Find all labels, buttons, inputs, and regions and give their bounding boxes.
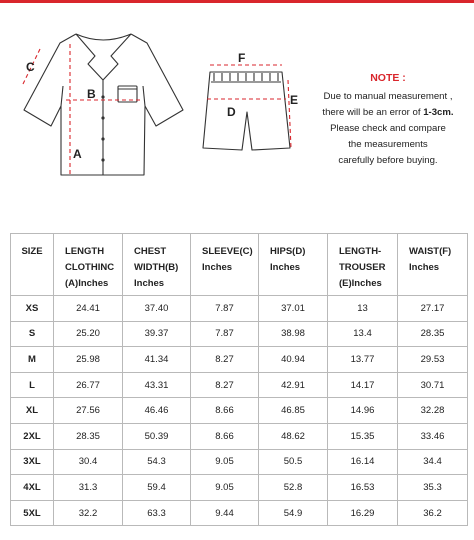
measurement-cell: 26.77 [54, 372, 123, 398]
measurement-cell: 43.31 [123, 372, 191, 398]
measurement-cell: 46.85 [259, 398, 328, 424]
measurement-cell: 29.53 [398, 347, 468, 373]
measurement-cell: 25.98 [54, 347, 123, 373]
size-cell: 3XL [11, 449, 54, 475]
header-row [11, 234, 468, 296]
measurement-cell: 46.46 [123, 398, 191, 424]
column-header-line: SIZE [21, 246, 43, 257]
measurement-cell: 31.3 [54, 475, 123, 501]
column-header-sleeve [191, 234, 259, 296]
column-header-waist [398, 234, 468, 296]
measurement-cell: 14.96 [328, 398, 398, 424]
column-header-size [11, 234, 54, 296]
column-header-hips [259, 234, 328, 296]
measurement-cell: 7.87 [191, 321, 259, 347]
table-row [11, 321, 468, 347]
column-header-line: (A)Inches [65, 278, 109, 289]
table-row [11, 398, 468, 424]
measurement-cell: 50.5 [259, 449, 328, 475]
table-row [11, 449, 468, 475]
shirt-label-a: A [73, 147, 82, 161]
column-header-line: WIDTH(B) [134, 262, 179, 273]
note-line-2 [308, 105, 468, 121]
note-line-5: carefully before buying. [338, 155, 438, 166]
shorts-drawing [203, 72, 290, 150]
measurement-cell: 27.17 [398, 296, 468, 322]
measurement-cell: 8.27 [191, 372, 259, 398]
measurement-cell: 25.20 [54, 321, 123, 347]
measurement-cell: 52.8 [259, 475, 328, 501]
measurement-cell: 13.4 [328, 321, 398, 347]
measurement-cell: 28.35 [398, 321, 468, 347]
measurement-cell: 34.4 [398, 449, 468, 475]
size-cell: 5XL [11, 500, 54, 526]
measurement-cell: 33.46 [398, 423, 468, 449]
measurement-cell: 15.35 [328, 423, 398, 449]
size-chart-body [11, 296, 468, 526]
measurement-cell: 40.94 [259, 347, 328, 373]
size-cell: 2XL [11, 423, 54, 449]
table-row [11, 475, 468, 501]
shirt-label-b: B [87, 87, 96, 101]
table-row [11, 372, 468, 398]
measurement-cell: 14.17 [328, 372, 398, 398]
note-box [308, 72, 468, 169]
shorts-label-d: D [227, 105, 236, 119]
measurement-cell: 38.98 [259, 321, 328, 347]
note-error-range: 1-3cm. [423, 107, 454, 118]
measurement-cell: 13.77 [328, 347, 398, 373]
table-row [11, 347, 468, 373]
measurement-cell: 32.2 [54, 500, 123, 526]
shirt-label-c: C [26, 60, 35, 74]
table-row [11, 423, 468, 449]
column-header-line: Inches [202, 262, 233, 273]
column-header-line: CHEST [134, 246, 167, 257]
measurement-cell: 8.66 [191, 423, 259, 449]
note-line-2-text: there will be an error of [322, 107, 424, 118]
measurement-cell: 30.4 [54, 449, 123, 475]
note-line-4: the measurements [348, 139, 428, 150]
measurement-cell: 36.2 [398, 500, 468, 526]
column-header-chest-width [123, 234, 191, 296]
column-header-line: HIPS(D) [270, 246, 306, 257]
note-line-3: Please check and compare [330, 123, 446, 134]
measurement-cell: 54.3 [123, 449, 191, 475]
column-header-line: (E)Inches [339, 278, 382, 289]
note-line-1: Due to manual measurement , [323, 91, 453, 102]
measurement-cell: 42.91 [259, 372, 328, 398]
column-header-line: Inches [134, 278, 165, 289]
measurement-cell: 59.4 [123, 475, 191, 501]
table-row [11, 296, 468, 322]
measurement-cell: 41.34 [123, 347, 191, 373]
measurement-cell: 8.66 [191, 398, 259, 424]
measurement-cell: 16.14 [328, 449, 398, 475]
measurement-cell: 50.39 [123, 423, 191, 449]
column-header-length-trouser [328, 234, 398, 296]
measurement-cell: 28.35 [54, 423, 123, 449]
measurement-cell: 32.28 [398, 398, 468, 424]
table-row [11, 500, 468, 526]
size-cell: L [11, 372, 54, 398]
column-header-line: CLOTHINC [65, 262, 115, 273]
size-cell: M [11, 347, 54, 373]
measurement-cell: 9.05 [191, 449, 259, 475]
size-cell: XL [11, 398, 54, 424]
column-header-line: SLEEVE(C) [202, 246, 253, 257]
size-cell: S [11, 321, 54, 347]
shorts-label-f: F [238, 51, 246, 65]
measurement-cell: 8.27 [191, 347, 259, 373]
column-header-line: Inches [409, 262, 440, 273]
measurement-cell: 9.44 [191, 500, 259, 526]
measurement-cell: 48.62 [259, 423, 328, 449]
note-title: NOTE : [370, 72, 406, 84]
measurement-cell: 30.71 [398, 372, 468, 398]
measurement-cell: 13 [328, 296, 398, 322]
size-chart-table [10, 233, 468, 526]
column-header-line: Inches [270, 262, 301, 273]
measurement-cell: 27.56 [54, 398, 123, 424]
measurement-cell: 63.3 [123, 500, 191, 526]
shorts-label-e: E [290, 93, 299, 107]
measurement-cell: 24.41 [54, 296, 123, 322]
measurement-cell: 16.29 [328, 500, 398, 526]
column-header-line: WAIST(F) [409, 246, 452, 257]
measurement-cell: 35.3 [398, 475, 468, 501]
measurement-cell: 7.87 [191, 296, 259, 322]
size-cell: 4XL [11, 475, 54, 501]
column-header-line: LENGTH [65, 246, 105, 257]
measurement-cell: 16.53 [328, 475, 398, 501]
measurement-cell: 37.40 [123, 296, 191, 322]
size-cell: XS [11, 296, 54, 322]
column-header-line: LENGTH- [339, 246, 382, 257]
size-chart-header [11, 234, 468, 296]
column-header-length-clothing [54, 234, 123, 296]
measurement-cell: 37.01 [259, 296, 328, 322]
measurement-cell: 54.9 [259, 500, 328, 526]
column-header-line: TROUSER [339, 262, 386, 273]
measurement-cell: 39.37 [123, 321, 191, 347]
shirt-drawing [24, 34, 183, 175]
measurement-cell: 9.05 [191, 475, 259, 501]
